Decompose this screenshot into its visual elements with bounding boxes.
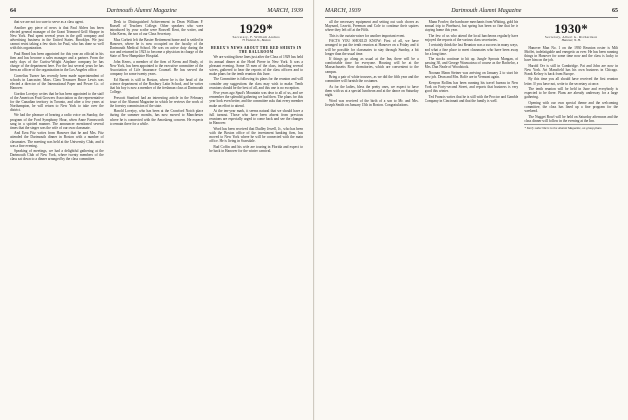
paragraph: Gordon Lovejoy writes that he has been appointed to the staff of the American Fruit Growers Association as the representative for the Canadian territory in Toronto, and after a few years at Northampton, he will return to New York to take over the district.: [10, 91, 104, 112]
paragraph: The Nugget Bowl will be held on Saturday afternoon and the class dinner will follow in the evening at the Inn.: [524, 114, 619, 123]
paragraph: Word has been received that Dudley Jewell, Jr., who has been with the Boston office of the investment banking firm, has moved to New York where he will be connected with the main office. He is living in Scarsdale.: [209, 126, 304, 144]
paragraph: Ed Barrett is still in Boston, where he is the head of the science department of the Roxbury Latin School, and he writes that his boy is now a member of the freshman class at Dartmouth College.: [109, 77, 204, 94]
column-2: [425, 20, 519, 414]
column-1: [10, 20, 104, 414]
paragraph: that we are not too sure to serve as a class agent.: [14, 20, 84, 24]
paragraph: Five years ago Spud's Mountain was dear to all of us, and we remember the splendid gathering we had then. The plans for this year look even better, and the committee asks that every member make an effort to attend.: [209, 91, 304, 108]
paragraph: Hanover Man No. 1 on the 1930 Reunion roster is Milt Moffet, indefatigable and energetic as ever. He has been running things in Hanover for some time now and the class is lucky to have him on the job.: [524, 45, 619, 63]
class-secretary: Secretary, Albert G. Richardson: [544, 35, 598, 39]
section-subhead: HEREX'S NEWS ABOUT THE RED SHIRTS IN THE BALLROOM: [210, 45, 302, 54]
paragraph: Another gay piece of news is that Paul Ahlers has been elected general manager of the Grant Trimmed Grill Shoppe in New York. Paul spent several years in the grill company and advertising business in the United States. Brooklyn. We just cannot resist taking a few shots for Paul, who has done so well with this organization.: [10, 25, 104, 51]
paragraph: Paul Beard has been appointed for this year an official in his firm and has become a sales manager and a partner. From the early days of the Curtiss-Wright Airplane company he has charge of the department here. For the last several years he has been an officer of the organization in the Los Angeles office.: [10, 51, 104, 73]
class-section-heading: [209, 22, 303, 43]
paragraph: Prescott Stanford had an interesting article in the February issue of the Alumni Magazine in which he reviews the work of the forestry commission of the state.: [109, 95, 204, 108]
column-2: [110, 20, 204, 414]
paragraph: This is the curtain-raiser for another important event.: [329, 33, 406, 38]
paragraph: Ted Francis writes that he is still with the Proctor and Gamble Company in Cincinnati and that the family is well.: [424, 94, 519, 103]
paragraph: Bud Coffin and his wife are touring in Florida and expect to be back in Hanover for the winter carnival.: [209, 144, 304, 153]
paragraph: Desk to Distinguished Achievement in Dean William F. Russell of Teachers College. Other speakers who were introduced by your scribe were Roswell Kent, the writer, and John Kerns, the son of our Class Secretary.: [109, 20, 204, 37]
paragraph: Word was received of the birth of a son to Mr. and Mrs. Joseph Smith on January 15th in Boston. Congratulations.: [325, 98, 419, 107]
paragraph: Cornelius Turner has recently been made superintendent of schools in Lancaster, Mass. Class Treasurer Bruce Lewis was elected a director of the International Paper and Power Co. of Hanover.: [10, 73, 104, 90]
paragraph: I certainly think the last Reunion was a success in many ways, and what a fine place to meet classmates who have been away for a long time.: [424, 43, 519, 56]
magazine-title: Dartmouth Alumni Magazine: [106, 8, 177, 14]
paragraph: The tenth reunion will be held in June and everybody is expected to be there. Plans are already underway for a large gathering.: [524, 87, 619, 100]
paragraph: Bring a pair of white trousers, as we did the fifth year and the committee will furnish the costumes.: [325, 75, 419, 84]
paragraph: And Ezra Fitz writes from Hanover that he and Mrs. Fitz attended the Dartmouth dinner in Boston with a number of classmates. The meeting was held at the University Club, and it was a fine evening.: [10, 131, 104, 148]
right-page: [315, 0, 628, 420]
secretary-address: Hanover, N. H.: [561, 38, 581, 42]
paragraph: By this time you all should have received the first reunion letter. If you have not, write to the secretary at once.: [524, 77, 619, 86]
running-header: [325, 6, 618, 18]
paragraph: Harold Lovejoy, who has been at the Crawford Notch place during the summer months, has now moved to Manchester where he is connected with the Amoskeag concern. He expects to remain there for a while.: [109, 109, 204, 126]
text-columns: [10, 20, 303, 414]
footnote: * Early subscribers to the Alumni Magazine, on group plans.: [524, 124, 618, 130]
paragraph: Noonan Mann Steiner was arriving on January 2 to start his new job. Dean and Mrs. Rolfe are in Vermont again.: [424, 71, 519, 80]
paragraph: FACTS YOU SHOULD KNOW: First of all, we have arranged to put the tenth reunion at Hanover on a Friday and it will be possible for classmates to stay through Sunday, a bit longer than the usual time.: [325, 39, 419, 56]
paragraph: Max Corbett left the Baxter Retirement home and is settled in Hanover, where he is now occupied on the faculty of the Dartmouth Medical School. He was on active duty during the war and returned in 1923 to become a physician in charge of the State of New Hampshire Hospital.: [109, 37, 204, 59]
paragraph: all the necessary equipment and setting out such chores as Maynard, Leavitt, Freeman and Cole to continue their squires where they left off at the Fifth.: [325, 20, 419, 33]
paragraph: We are writing these lines just after the Class of 1929 has held its annual dinner at the Hotel Pierre in New York. It was a pleasant evening. Some 35 men of the class, including several wives, gathered to hear the reports of the class officers and to make plans for the tenth reunion this June.: [209, 55, 304, 76]
class-year: 1930*: [554, 21, 588, 36]
paragraph: Harold Orr is still in Cambridge. Pat and John are now in New York. Art Mansfield has his own business in Chicago. Frank Kelsey is back from Europe.: [524, 63, 619, 76]
paragraph: Kenyon Rollins has been running his travel bureau in New York on Forty-second Street, and reports that business is very good this winter.: [424, 80, 519, 93]
class-secretary: Secretary, F. William Andres: [232, 35, 280, 39]
secretary-address: 75 Federal St., Boston: [241, 38, 271, 42]
paragraph: As for the ladies, bless the pretty ones, we expect to have them with us at a special luncheon and at the dance on Saturday night.: [325, 84, 419, 97]
paragraph: If things go along as usual at the Inn, there will be a comfortable time for everyone. Housing will be at the Massachusetts Row dormitories, which are convenient to the campus.: [325, 57, 419, 74]
page-number: 64: [10, 8, 16, 14]
paragraph: The stocks continue to hit up. Jungle Sprouts Mangan, of passing 30, and George Wauwatosa of course as the Bachelor, a Mrs. Dan Neale of Woodstock.: [424, 57, 519, 70]
magazine-title: Dartmouth Alumni Magazine: [451, 8, 522, 14]
text-columns: [325, 20, 618, 414]
paragraph: Opening with our own special theme and the welcoming committee, the class has lined up a fine program for the weekend.: [524, 100, 619, 114]
running-header: [10, 6, 303, 18]
column-1: [325, 20, 419, 414]
paragraph: The Committee is following its plans for the reunion and will consider any suggestions the class may wish to make. Tenth reunions should be the best of all, and this one is no exception.: [209, 77, 304, 90]
paragraph: We had the pleasure of hearing a radio voice on Sunday, the program of the Ford Symphony Hour, when Anne Farnsworth sang in a spirited manner. The announcer mentioned several times that the singer was the wife of our own classmate.: [10, 113, 104, 130]
page-number: 65: [612, 8, 618, 14]
column-3: [524, 20, 618, 414]
paragraph: John Kerns, a member of the firm of Kerns and Brady, of New York, has been appointed to the executive committee of the Association of Life Insurance Counsel. He has served the company for some twenty years.: [109, 59, 204, 77]
class-year: 1929*: [239, 21, 273, 36]
column-3: [209, 20, 303, 414]
paragraph: The few of us who attend the local luncheons regularly have enjoyed the reports of the various class secretaries.: [424, 33, 519, 42]
issue-date: MARCH, 1939: [267, 8, 303, 14]
paragraph: Mann Fowler; the hardware merchants from Whiting, gold his annual trip to Pinehurst, but spring has been so fine that he is staying home this year.: [424, 20, 519, 33]
class-section-heading: [524, 22, 618, 43]
paragraph: At the ten-year mark, it seems natural that we should have a full turnout. Those who have been absent from previous reunions are especially urged to come back and see the changes in Hanover.: [209, 109, 304, 126]
issue-date: MARCH, 1939: [325, 8, 361, 14]
paragraph: Speaking of meetings, we had a delightful gathering at the Dartmouth Club of New York, where twenty members of the class sat down to a dinner arranged by the class committee.: [10, 149, 104, 162]
